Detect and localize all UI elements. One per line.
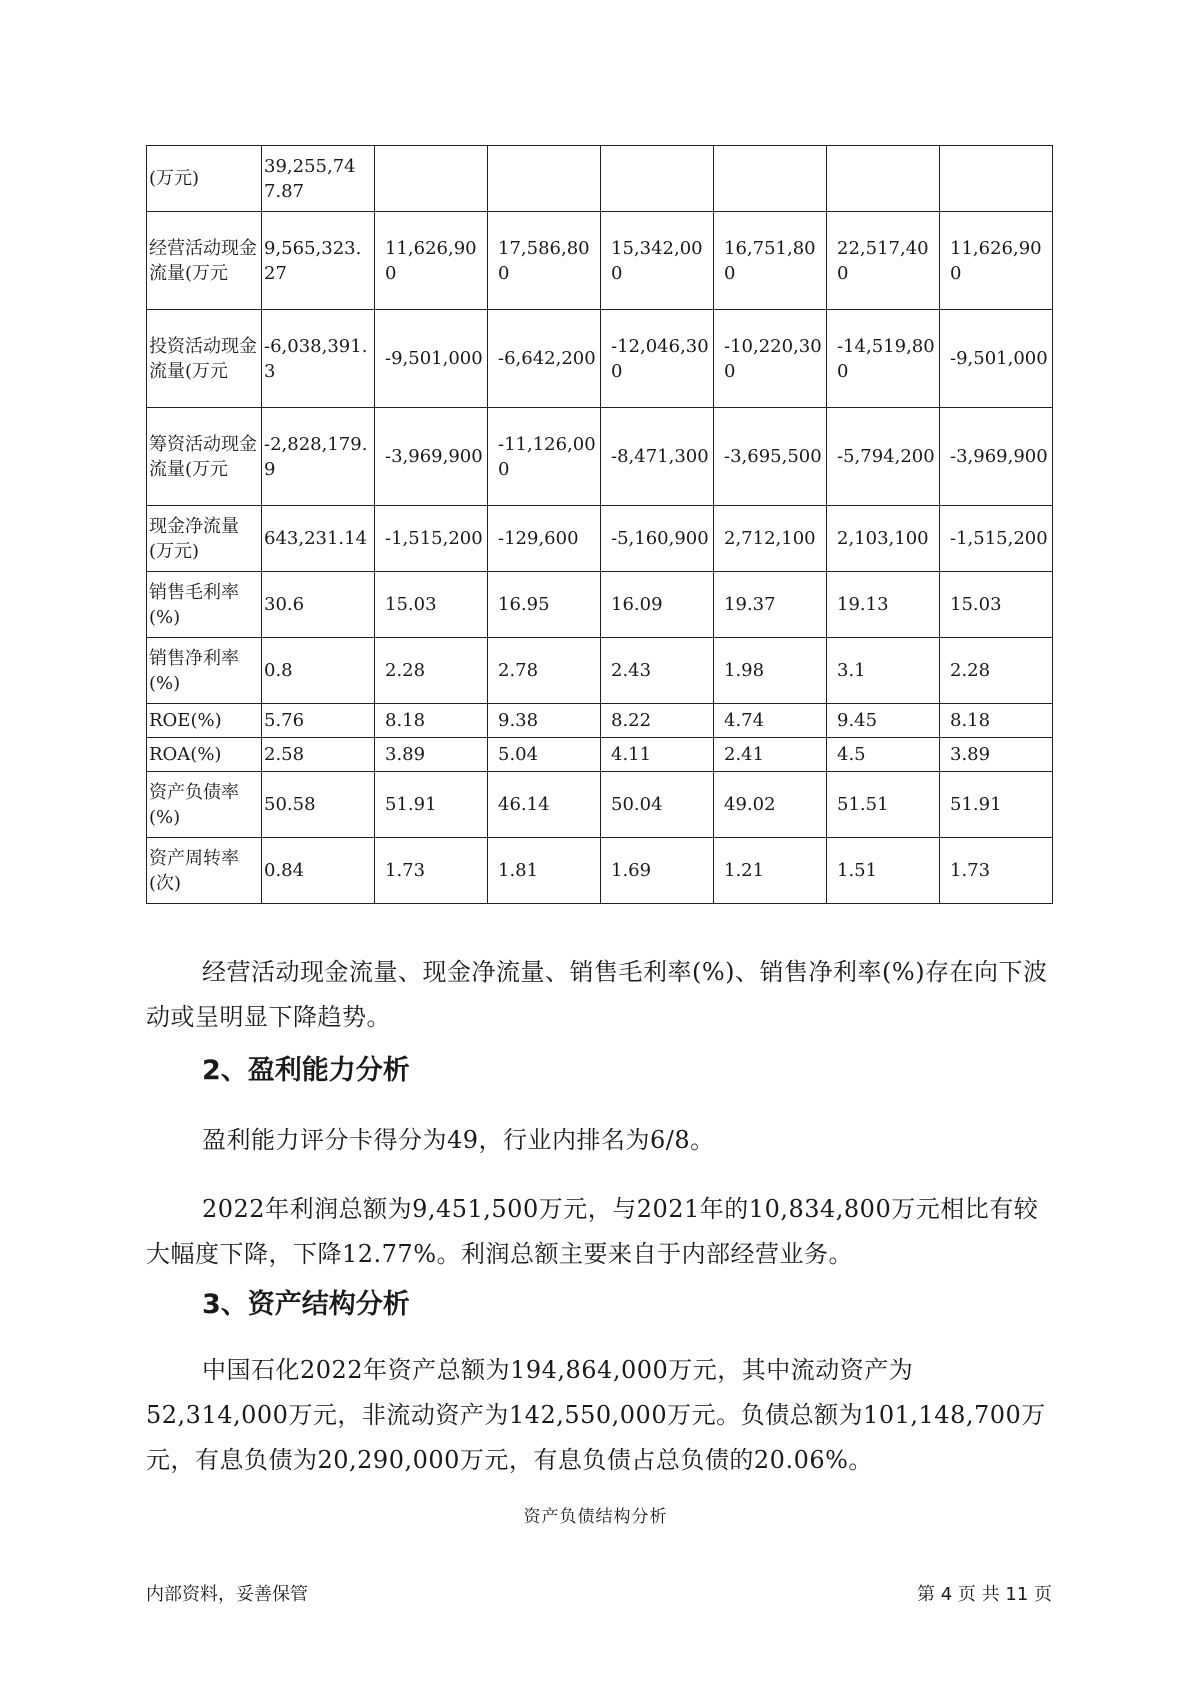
table-cell: -9,501,000 [940, 310, 1053, 408]
row-label: ROA(%) [147, 738, 262, 772]
row-label: 销售毛利率(%) [147, 572, 262, 638]
table-cell: 5.04 [488, 738, 601, 772]
table-cell: 2.28 [940, 638, 1053, 704]
table-cell: 2,712,100 [714, 506, 827, 572]
table-cell: 15.03 [940, 572, 1053, 638]
table-row [147, 772, 1053, 838]
table-cell: -5,160,900 [601, 506, 714, 572]
table-cell: 17,586,800 [488, 212, 601, 310]
table-cell [940, 146, 1053, 212]
table-cell: 15.03 [375, 572, 488, 638]
table-cell: 11,626,900 [375, 212, 488, 310]
table-cell: 50.58 [262, 772, 375, 838]
table-cell: 8.18 [940, 704, 1053, 738]
table-cell: 50.04 [601, 772, 714, 838]
row-label: 投资活动现金流量(万元 [147, 310, 262, 408]
table-cell: -3,969,900 [375, 408, 488, 506]
table-cell: 2.28 [375, 638, 488, 704]
row-label: ROE(%) [147, 704, 262, 738]
table-cell: 2.43 [601, 638, 714, 704]
table-cell: -3,969,900 [940, 408, 1053, 506]
table-cell: -14,519,800 [827, 310, 940, 408]
table-cell: 8.18 [375, 704, 488, 738]
row-label: 销售净利率(%) [147, 638, 262, 704]
profit-total-paragraph: 2022年利润总额为9,451,500万元，与2021年的10,834,800万元相比有较大幅度下降，下降12.77%。利润总额主要来自于内部经营业务。 [146, 1195, 1039, 1268]
table-cell: 2,103,100 [827, 506, 940, 572]
financial-indicators-table [146, 145, 1053, 904]
footer-page-number: 第 4 页 共 11 页 [917, 1584, 1052, 1605]
table-row [147, 310, 1053, 408]
table-cell: -9,501,000 [375, 310, 488, 408]
row-label: 现金净流量(万元) [147, 506, 262, 572]
row-label: 资产周转率(次) [147, 838, 262, 904]
table-cell: 3.89 [375, 738, 488, 772]
asset-structure-paragraph: 中国石化2022年资产总额为194,864,000万元，其中流动资产为52,314,000万元，非流动资产为142,550,000万元。负债总额为101,148,700万元，有息负债为20,290,000万元，有息负债占总负债的20.06%。 [146, 1356, 1046, 1474]
table-cell: 49.02 [714, 772, 827, 838]
table-cell: 1.69 [601, 838, 714, 904]
table-row [147, 738, 1053, 772]
table-cell: 46.14 [488, 772, 601, 838]
table-cell: 22,517,400 [827, 212, 940, 310]
table-cell: 39,255,747.87 [262, 146, 375, 212]
table-cell: -11,126,000 [488, 408, 601, 506]
table-row [147, 146, 1053, 212]
table-cell: 9.45 [827, 704, 940, 738]
table-cell: 2.58 [262, 738, 375, 772]
table-cell: 2.78 [488, 638, 601, 704]
row-label: 经营活动现金流量(万元 [147, 212, 262, 310]
table-cell: 0.84 [262, 838, 375, 904]
table-cell: 1.98 [714, 638, 827, 704]
table-cell: 4.11 [601, 738, 714, 772]
table-cell: 0.8 [262, 638, 375, 704]
table-cell [488, 146, 601, 212]
footer-confidential-note: 内部资料，妥善保管 [146, 1584, 308, 1605]
table-cell [375, 146, 488, 212]
table-cell: 19.13 [827, 572, 940, 638]
table-cell: 5.76 [262, 704, 375, 738]
table-row [147, 212, 1053, 310]
table-cell [827, 146, 940, 212]
table-cell: 16,751,800 [714, 212, 827, 310]
table-cell: 9,565,323.27 [262, 212, 375, 310]
table-row [147, 408, 1053, 506]
table-row [147, 704, 1053, 738]
figure-caption: 资产负债结构分析 [523, 1507, 668, 1527]
table-cell: 11,626,900 [940, 212, 1053, 310]
table-cell: -8,471,300 [601, 408, 714, 506]
row-label: 筹资活动现金流量(万元 [147, 408, 262, 506]
table-cell: 2.41 [714, 738, 827, 772]
table-cell: 15,342,000 [601, 212, 714, 310]
table-row [147, 572, 1053, 638]
table-row [147, 506, 1053, 572]
table-cell: 1.21 [714, 838, 827, 904]
row-label: (万元) [147, 146, 262, 212]
table-cell [601, 146, 714, 212]
table-cell: -129,600 [488, 506, 601, 572]
table-cell: 643,231.14 [262, 506, 375, 572]
table-cell: -6,038,391.3 [262, 310, 375, 408]
table-cell: 30.6 [262, 572, 375, 638]
table-cell: -12,046,300 [601, 310, 714, 408]
table-row [147, 638, 1053, 704]
table-cell: -5,794,200 [827, 408, 940, 506]
table-row [147, 838, 1053, 904]
profitability-score-paragraph: 盈利能力评分卡得分为49，行业内排名为6/8。 [202, 1126, 715, 1154]
table-cell: 8.22 [601, 704, 714, 738]
table-cell: -1,515,200 [375, 506, 488, 572]
table-cell: 1.73 [375, 838, 488, 904]
row-label: 资产负债率(%) [147, 772, 262, 838]
section-heading-asset-structure: 3、资产结构分析 [202, 1289, 410, 1320]
table-cell: -1,515,200 [940, 506, 1053, 572]
trend-summary-paragraph: 经营活动现金流量、现金净流量、销售毛利率(%)、销售净利率(%)存在向下波动或呈明显下降趋势。 [146, 958, 1048, 1031]
table-cell: 51.91 [375, 772, 488, 838]
table-cell: -10,220,300 [714, 310, 827, 408]
table-cell: 16.95 [488, 572, 601, 638]
table-cell: 3.89 [940, 738, 1053, 772]
section-heading-profitability: 2、盈利能力分析 [202, 1055, 410, 1086]
table-cell [714, 146, 827, 212]
table-cell: 51.51 [827, 772, 940, 838]
table-cell: 19.37 [714, 572, 827, 638]
table-cell: 3.1 [827, 638, 940, 704]
table-cell: 4.5 [827, 738, 940, 772]
table-cell: 16.09 [601, 572, 714, 638]
table-cell: 1.51 [827, 838, 940, 904]
table-cell: -2,828,179.9 [262, 408, 375, 506]
table-cell: 1.73 [940, 838, 1053, 904]
table-cell: 9.38 [488, 704, 601, 738]
table-cell: 51.91 [940, 772, 1053, 838]
table-cell: -3,695,500 [714, 408, 827, 506]
table-cell: -6,642,200 [488, 310, 601, 408]
table-cell: 1.81 [488, 838, 601, 904]
table-cell: 4.74 [714, 704, 827, 738]
